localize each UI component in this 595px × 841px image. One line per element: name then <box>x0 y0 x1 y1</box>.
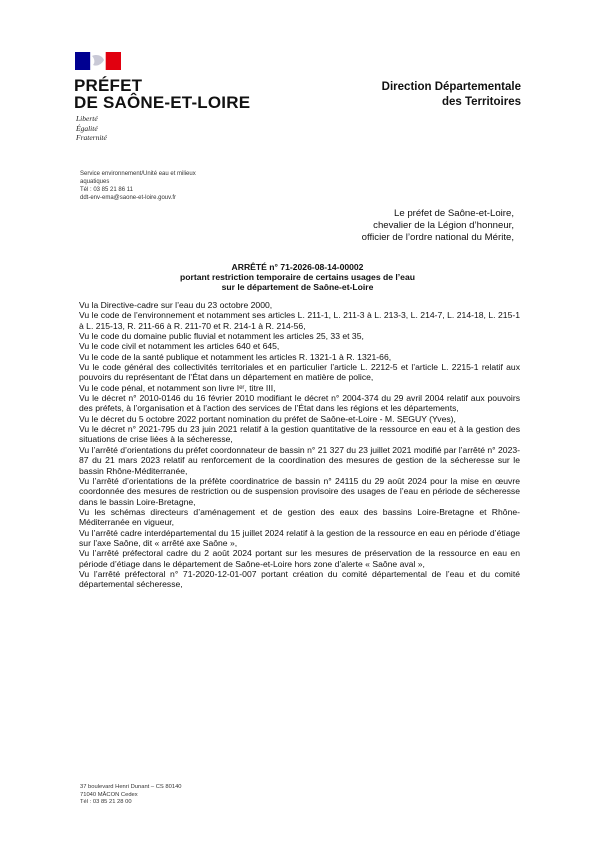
motto-liberte: Liberté <box>76 114 98 123</box>
arrete-number: ARRÊTÉ n° 71-2026-08-14-00002 <box>231 262 364 272</box>
visa-item: Vu le décret n° 2010-0146 du 16 février 2010 modifiant le décret n° 2004-374 du 29 avril 2004 relatif aux pouvoirs des préfets, à l’organisation et à l’action des services de l’État dans les régions et les départements, <box>79 393 520 414</box>
prefet-line-2: DE SAÔNE-ET-LOIRE <box>74 93 251 112</box>
footer-address <box>80 784 182 807</box>
motto-fraternite: Fraternité <box>76 133 107 142</box>
republic-motto <box>76 114 107 143</box>
visa-item: Vu le code de l’environnement et notamment ses articles L. 211-1, L. 211-3 à L. 213-3, L. 214-7, L. 214-18, L. 215-1 à L. 215-13, R. 211-66 à R. 211-70 et R. 214-1 à R. 214-56, <box>79 310 520 331</box>
service-phone: Tél : 03 85 21 86 11 <box>80 187 133 193</box>
direction-line-2: des Territoires <box>441 96 521 108</box>
visa-item: Vu l’arrêté préfectoral cadre du 2 août 2024 portant sur les mesures de préservation de la ressource en eau en période d’étiage dans le département de Saône-et-Loire hors zone d’alerte « Saône aval », <box>79 548 520 569</box>
authority-line: chevalier de la Légion d’honneur, <box>373 220 514 231</box>
service-contact-block <box>80 170 270 202</box>
visa-item: Vu le code civil et notamment les articles 640 et 645, <box>79 341 280 352</box>
visa-item: Vu le code du domaine public fluvial et notamment les articles 25, 33 et 35, <box>79 331 364 342</box>
authority-block <box>362 208 514 244</box>
service-email: ddt-env-ema@saone-et-loire.gouv.fr <box>80 195 177 201</box>
visa-item: Vu l’arrêté d’orientations du préfet coordonnateur de bassin n° 21 327 du 23 juillet 2021 modifié par l’arrêté n° 2023-87 du 21 mars 2023 relatif au renforcement de la coordination des mesures de gestion de la sécheresse sur le bassin Rhône-Méditerranée, <box>79 444 520 476</box>
direction-heading <box>382 80 521 110</box>
arrete-subject-line-1: portant restriction temporaire de certains usages de l’eau <box>180 272 415 282</box>
visa-item: Vu le décret du 5 octobre 2022 portant nomination du préfet de Saône-et-Loire - M. SEGUY (Yves), <box>79 413 456 424</box>
service-line: aquatiques <box>80 179 110 185</box>
prefet-title <box>74 77 250 111</box>
visa-item: Vu le code de la santé publique et notamment les articles R. 1321-1 à R. 1321-66, <box>79 351 392 362</box>
marianne-flag-logo <box>75 52 121 70</box>
visa-item: Vu le code général des collectivités territoriales et en particulier l’article L. 2212-5 et l’article L. 2215-1 relatif aux pouvoirs du représentant de l’État dans un département en matière de police, <box>79 362 520 383</box>
prefet-line-1: PRÉFET <box>74 76 143 95</box>
footer-street: 37 boulevard Henri Dunant – CS 80140 <box>80 784 182 790</box>
arrete-subject-line-2: sur le département de Saône-et-Loire <box>221 282 374 292</box>
visa-item: Vu la Directive-cadre sur l’eau du 23 octobre 2000, <box>79 300 273 310</box>
footer-city: 71040 MÂCON Cedex <box>80 791 138 798</box>
visa-item: Vu l’arrêté préfectoral n° 71-2020-12-01-007 portant création du comité départemental de l’eau et du comité départemental sécheresse, <box>79 568 520 590</box>
visa-item: Vu l’arrêté cadre interdépartemental du 15 juillet 2024 relatif à la gestion de la ressource en eau en période d’étiage sur l’axe Saône, dit « arrêté axe Saône », <box>79 527 520 548</box>
footer-phone: Tél : 03 85 21 28 00 <box>80 799 132 806</box>
service-line: Service environnement/Unité eau et milieux <box>80 171 196 177</box>
authority-line: Le préfet de Saône-et-Loire, <box>393 208 514 219</box>
visa-item: Vu le décret n° 2021-795 du 23 juin 2021 relatif à la gestion quantitative de la ressource en eau et à la gestion des situations de crise liées à la sécheresse, <box>79 424 520 445</box>
visa-item: Vu le code pénal, et notamment son livre Iᵉʳ, titre III, <box>79 382 276 393</box>
visa-item: Vu l’arrêté d’orientations de la préfète coordinatrice de bassin n° 24115 du 29 août 2024 pour la mise en œuvre coordonnée des mesures de restriction ou de suspension provisoire des usages de l’eau en période de sécheresse dans le bassin Loire-Bretagne, <box>79 475 520 507</box>
authority-line: officier de l’ordre national du Mérite, <box>361 232 514 243</box>
direction-line-1: Direction Départementale <box>381 81 521 93</box>
arrete-title <box>100 262 495 292</box>
visa-list <box>79 300 520 590</box>
visa-item: Vu les schémas directeurs d’aménagement et de gestion des eaux des bassins Loire-Bretagne et Rhône-Méditerranée en vigueur, <box>79 506 520 528</box>
motto-egalite: Égalité <box>76 123 98 133</box>
